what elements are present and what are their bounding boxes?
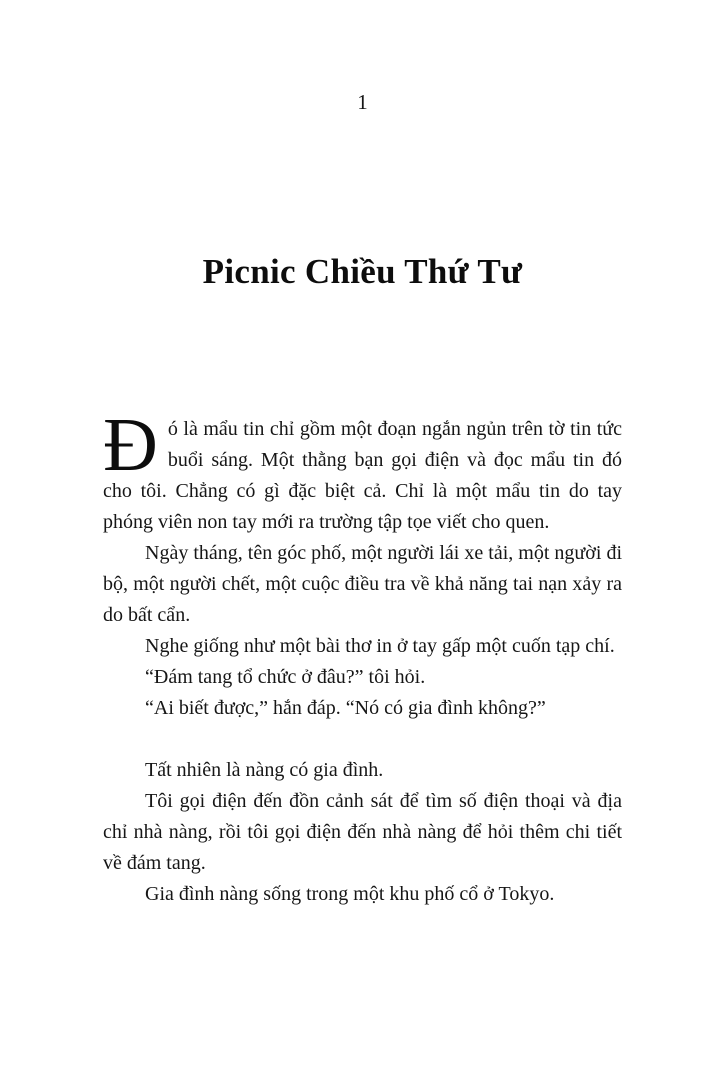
chapter-title: Picnic Chiều Thứ Tư (202, 252, 523, 291)
paragraph: Tất nhiên là nàng có gia đình. (145, 759, 384, 781)
section-break (103, 724, 622, 755)
body-text (103, 403, 622, 910)
opening-paragraph-text: ó là mẩu tin chỉ gồm một đoạn ngắn ngủn trên tờ tin tức buổi sáng. Một thằng bạn gọi điện và đọc mẩu tin đó cho tôi. Chẳng có gì đặc biệt cả. Chỉ là một mẩu tin do tay phóng viên non tay mới ra trường tập tọe viết cho quen. (103, 418, 622, 533)
paragraph: Tôi gọi điện đến đồn cảnh sát để tìm số điện thoại và địa chỉ nhà nàng, rồi tôi gọi điện đến nhà nàng để hỏi thêm chi tiết về đám tang. (103, 790, 622, 874)
drop-cap: Đ (103, 403, 158, 487)
page-number: 1 (357, 90, 368, 114)
paragraph: “Ai biết được,” hắn đáp. “Nó có gia đình không?” (145, 697, 546, 719)
paragraph: Ngày tháng, tên góc phố, một người lái xe tải, một người đi bộ, một người chết, một cuộc điều tra về khả năng tai nạn xảy ra do bất cẩn. (103, 542, 622, 626)
paragraph: “Đám tang tổ chức ở đâu?” tôi hỏi. (145, 666, 426, 688)
paragraph: Gia đình nàng sống trong một khu phố cổ ở Tokyo. (145, 883, 555, 905)
opening-paragraph (103, 403, 622, 538)
paragraph: Nghe giống như một bài thơ in ở tay gấp một cuốn tạp chí. (145, 635, 615, 657)
